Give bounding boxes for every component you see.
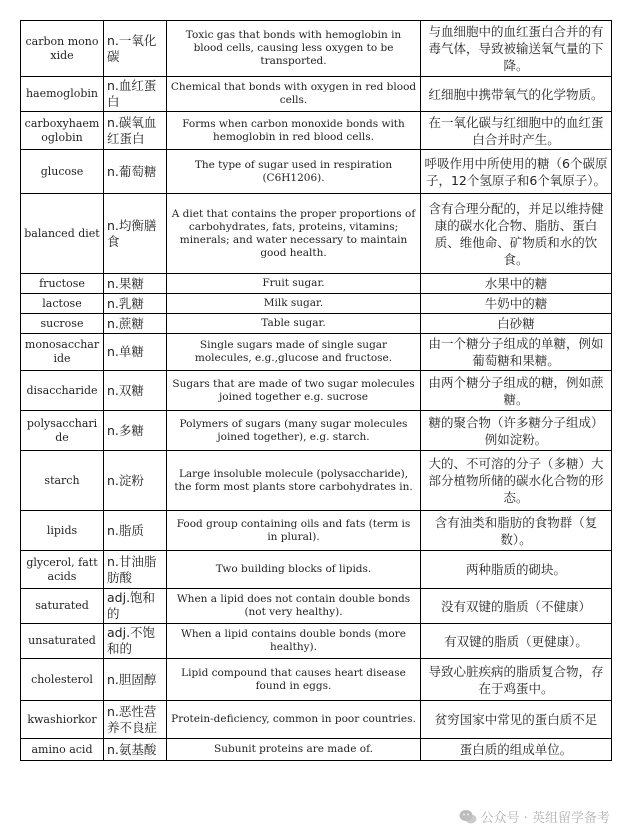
- table-row: [21, 274, 612, 294]
- definition-cell: Polymers of sugars (many sugar molecules joined together), e.g. starch.: [167, 411, 421, 451]
- table-row: [21, 194, 612, 274]
- table-row: [21, 589, 612, 624]
- part-of-speech-cell: n.胆固醇: [104, 659, 167, 701]
- part-of-speech-cell: adj.不饱和的: [104, 624, 167, 659]
- definition-cell: When a lipid does not contain double bonds (not very healthy).: [167, 589, 421, 624]
- term-cell: sucrose: [21, 314, 104, 334]
- vocabulary-table: [20, 20, 612, 761]
- definition-cell: Large insoluble molecule (polysaccharide), the form most plants store carbohydrates in.: [167, 451, 421, 511]
- part-of-speech-cell: n.脂质: [104, 511, 167, 551]
- part-of-speech-cell: n.双糖: [104, 371, 167, 411]
- table-row: [21, 21, 612, 77]
- chinese-definition-cell: 蛋白质的组成单位。: [421, 739, 612, 761]
- definition-cell: Forms when carbon monoxide bonds with hemoglobin in red blood cells.: [167, 112, 421, 150]
- chinese-definition-cell: 呼吸作用中所使用的糖（6个碳原子，12个氢原子和6个氧原子）。: [421, 150, 612, 194]
- term-cell: amino acid: [21, 739, 104, 761]
- chinese-definition-cell: 两种脂质的砌块。: [421, 551, 612, 589]
- part-of-speech-cell: n.葡萄糖: [104, 150, 167, 194]
- term-cell: unsaturated: [21, 624, 104, 659]
- table-row: [21, 294, 612, 314]
- chinese-definition-cell: 与血细胞中的血红蛋白合并的有毒气体，导致被输送氧气量的下降。: [421, 21, 612, 77]
- part-of-speech-cell: n.甘油脂肪酸: [104, 551, 167, 589]
- part-of-speech-cell: n.恶性营养不良症: [104, 701, 167, 739]
- term-cell: polysaccharide: [21, 411, 104, 451]
- definition-cell: Chemical that bonds with oxygen in red blood cells.: [167, 77, 421, 112]
- term-cell: saturated: [21, 589, 104, 624]
- part-of-speech-cell: n.氨基酸: [104, 739, 167, 761]
- term-cell: haemoglobin: [21, 77, 104, 112]
- definition-cell: A diet that contains the proper proportions of carbohydrates, fats, proteins, vitamins; minerals; and water necessary to maintain good health.: [167, 194, 421, 274]
- term-cell: glycerol, fatt acids: [21, 551, 104, 589]
- chinese-definition-cell: 由两个糖分子组成的糖，例如蔗糖。: [421, 371, 612, 411]
- chinese-definition-cell: 含有合理分配的，并足以维持健康的碳水化合物、脂肪、蛋白质、维他命、矿物质和水的饮食。: [421, 194, 612, 274]
- definition-cell: Subunit proteins are made of.: [167, 739, 421, 761]
- definition-cell: Protein-deficiency, common in poor countries.: [167, 701, 421, 739]
- definition-cell: The type of sugar used in respiration (C6H1206).: [167, 150, 421, 194]
- definition-cell: Food group containing oils and fats (term is in plural).: [167, 511, 421, 551]
- chinese-definition-cell: 由一个糖分子组成的单糖，例如葡萄糖和果糖。: [421, 334, 612, 371]
- table-row: [21, 551, 612, 589]
- watermark: [459, 807, 610, 826]
- table-row: [21, 624, 612, 659]
- term-cell: lactose: [21, 294, 104, 314]
- term-cell: monosaccharide: [21, 334, 104, 371]
- chinese-definition-cell: 糖的聚合物（许多糖分子组成）例如淀粉。: [421, 411, 612, 451]
- chinese-definition-cell: 大的、不可溶的分子（多糖）大部分植物所储的碳水化合物的形态。: [421, 451, 612, 511]
- part-of-speech-cell: n.果糖: [104, 274, 167, 294]
- definition-cell: Lipid compound that causes heart disease found in eggs.: [167, 659, 421, 701]
- table-row: [21, 112, 612, 150]
- term-cell: fructose: [21, 274, 104, 294]
- definition-cell: Milk sugar.: [167, 294, 421, 314]
- chinese-definition-cell: 水果中的糖: [421, 274, 612, 294]
- part-of-speech-cell: n.乳糖: [104, 294, 167, 314]
- chinese-definition-cell: 在一氧化碳与红细胞中的血红蛋白合并时产生。: [421, 112, 612, 150]
- chinese-definition-cell: 牛奶中的糖: [421, 294, 612, 314]
- definition-cell: Table sugar.: [167, 314, 421, 334]
- table-row: [21, 77, 612, 112]
- term-cell: carbon monoxide: [21, 21, 104, 77]
- part-of-speech-cell: n.碳氧血红蛋白: [104, 112, 167, 150]
- part-of-speech-cell: adj.饱和的: [104, 589, 167, 624]
- table-row: [21, 334, 612, 371]
- term-cell: cholesterol: [21, 659, 104, 701]
- term-cell: carboxyhaemoglobin: [21, 112, 104, 150]
- definition-cell: Fruit sugar.: [167, 274, 421, 294]
- chinese-definition-cell: 含有油类和脂肪的食物群（复数）。: [421, 511, 612, 551]
- definition-cell: When a lipid contains double bonds (more healthy).: [167, 624, 421, 659]
- chinese-definition-cell: 没有双键的脂质（不健康）: [421, 589, 612, 624]
- term-cell: kwashiorkor: [21, 701, 104, 739]
- term-cell: lipids: [21, 511, 104, 551]
- part-of-speech-cell: n.均衡膳食: [104, 194, 167, 274]
- definition-cell: Sugars that are made of two sugar molecules joined together e.g. sucrose: [167, 371, 421, 411]
- term-cell: disaccharide: [21, 371, 104, 411]
- wechat-icon: [459, 809, 477, 825]
- part-of-speech-cell: n.蔗糖: [104, 314, 167, 334]
- definition-cell: Single sugars made of single sugar molecules, e.g.,glucose and fructose.: [167, 334, 421, 371]
- table-row: [21, 659, 612, 701]
- table-row: [21, 739, 612, 761]
- watermark-text: 公众号 · 英组留学备考: [480, 811, 610, 826]
- definition-cell: Two building blocks of lipids.: [167, 551, 421, 589]
- part-of-speech-cell: n.淀粉: [104, 451, 167, 511]
- part-of-speech-cell: n.一氧化碳: [104, 21, 167, 77]
- chinese-definition-cell: 红细胞中携带氧气的化学物质。: [421, 77, 612, 112]
- definition-cell: Toxic gas that bonds with hemoglobin in blood cells, causing less oxygen to be transported.: [167, 21, 421, 77]
- chinese-definition-cell: 有双键的脂质（更健康）。: [421, 624, 612, 659]
- chinese-definition-cell: 贫穷国家中常见的蛋白质不足: [421, 701, 612, 739]
- vocabulary-rows: [21, 21, 612, 761]
- term-cell: balanced diet: [21, 194, 104, 274]
- table-row: [21, 150, 612, 194]
- table-row: [21, 411, 612, 451]
- chinese-definition-cell: 导致心脏疾病的脂质复合物，存在于鸡蛋中。: [421, 659, 612, 701]
- part-of-speech-cell: n.血红蛋白: [104, 77, 167, 112]
- term-cell: starch: [21, 451, 104, 511]
- chinese-definition-cell: 白砂糖: [421, 314, 612, 334]
- table-row: [21, 451, 612, 511]
- part-of-speech-cell: n.单糖: [104, 334, 167, 371]
- part-of-speech-cell: n.多糖: [104, 411, 167, 451]
- table-row: [21, 511, 612, 551]
- table-row: [21, 314, 612, 334]
- table-row: [21, 701, 612, 739]
- term-cell: glucose: [21, 150, 104, 194]
- table-row: [21, 371, 612, 411]
